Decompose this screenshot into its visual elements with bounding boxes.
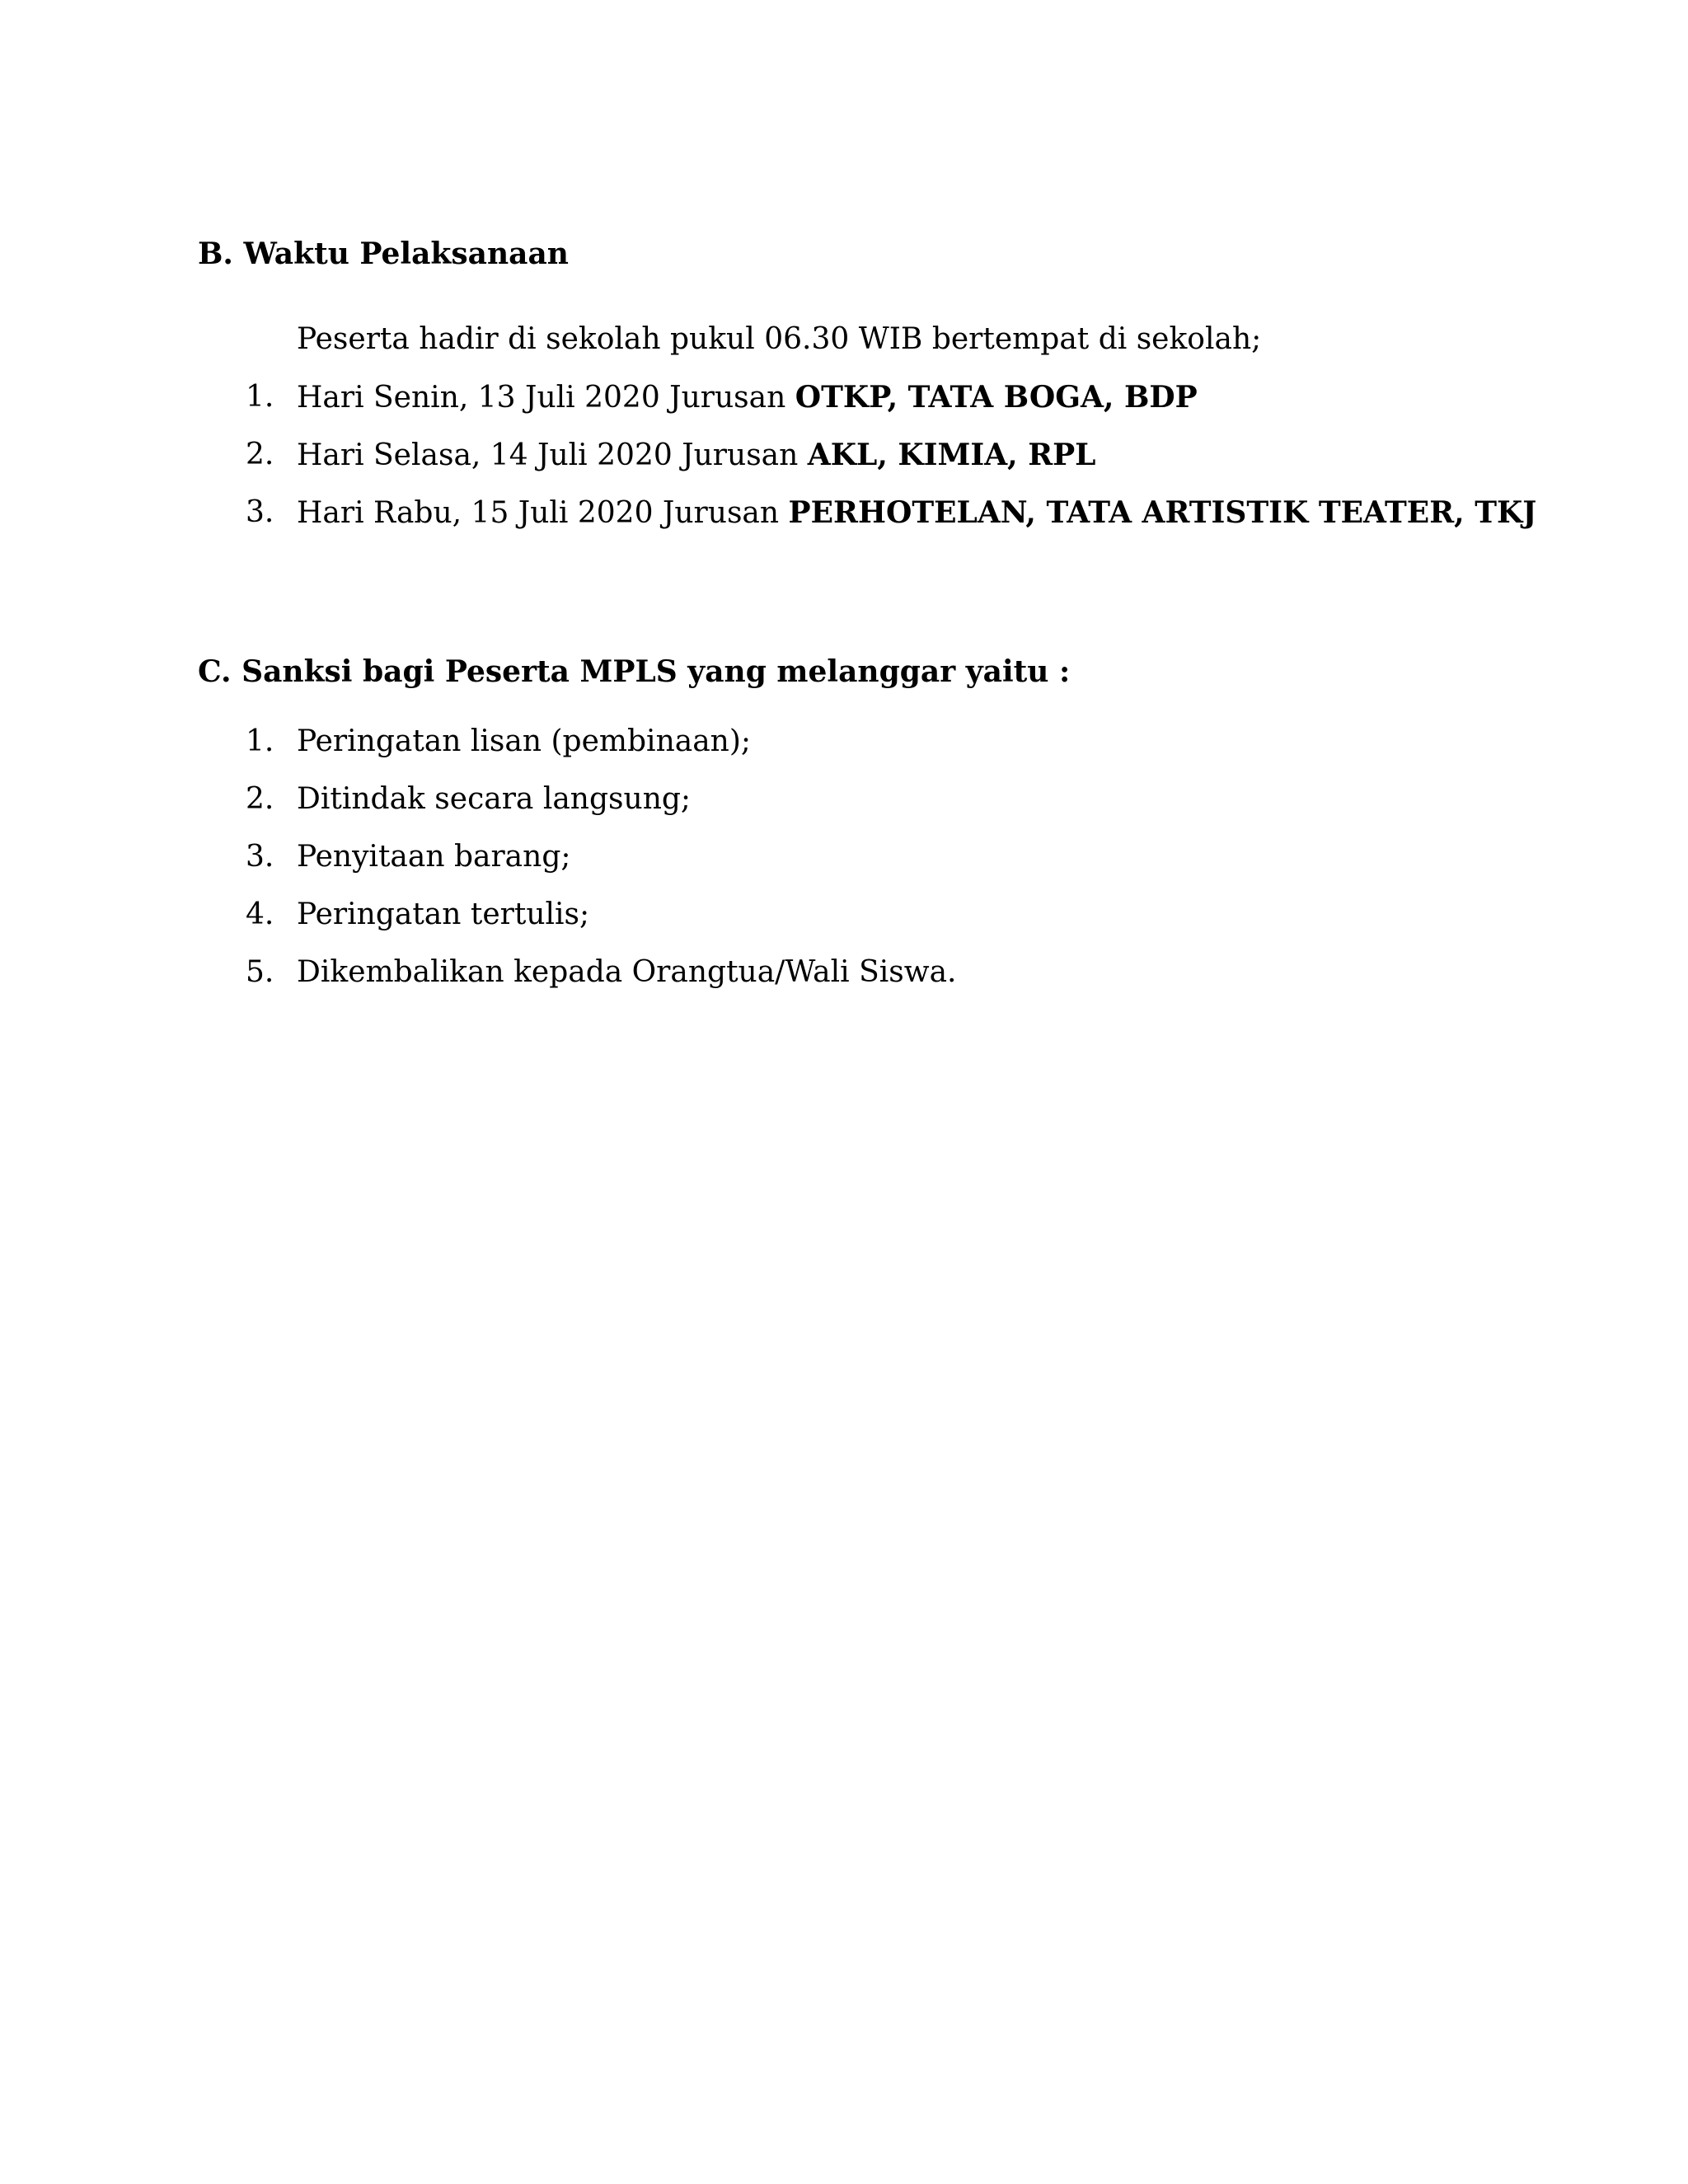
list-item [0,494,1688,531]
list-item-number: 2. [246,438,274,471]
list-item [0,897,1688,933]
list-item-plain-text: Hari Rabu, 15 Juli 2020 Jurusan [297,496,789,530]
list-item-bold-text: OTKP, TATA BOGA, BDP [795,380,1198,415]
list-item-text [297,379,1198,416]
list-item-number: 5. [246,955,274,989]
list-item-text [297,437,1096,474]
list-item-number: 4. [246,898,274,931]
list-item-text: Ditindak secara langsung; [297,782,692,816]
list-item-bold-text: AKL, KIMIA, RPL [807,438,1096,472]
list-item-number: 2. [246,782,274,816]
list-item-bold-text: PERHOTELAN, TATA ARTISTIK TEATER, TKJ [788,495,1537,530]
list-item-text [297,494,1536,532]
list-item-number: 3. [246,495,274,529]
list-item-number: 3. [246,840,274,874]
list-item [0,954,1688,991]
list-item-plain-text: Hari Selasa, 14 Juli 2020 Jurusan [297,438,808,472]
list-item-plain-text: Hari Senin, 13 Juli 2020 Jurusan [297,381,795,415]
section-c-heading: C. Sanksi bagi Peserta MPLS yang melanggar yaitu : [198,654,1071,689]
section-b-intro: Peserta hadir di sekolah pukul 06.30 WIB bertempat di sekolah; [297,322,1262,356]
list-item-number: 1. [246,380,274,414]
list-item [0,839,1688,875]
list-item [0,781,1688,818]
list-item-text: Penyitaan barang; [297,840,571,874]
section-b-heading: B. Waktu Pelaksanaan [198,237,569,271]
list-item-text: Dikembalikan kepada Orangtua/Wali Siswa. [297,955,957,989]
list-item-text: Peringatan tertulis; [297,898,590,931]
list-item-number: 1. [246,724,274,758]
list-item-text: Peringatan lisan (pembinaan); [297,724,752,758]
list-item [0,379,1688,415]
list-item [0,437,1688,473]
list-item [0,724,1688,760]
